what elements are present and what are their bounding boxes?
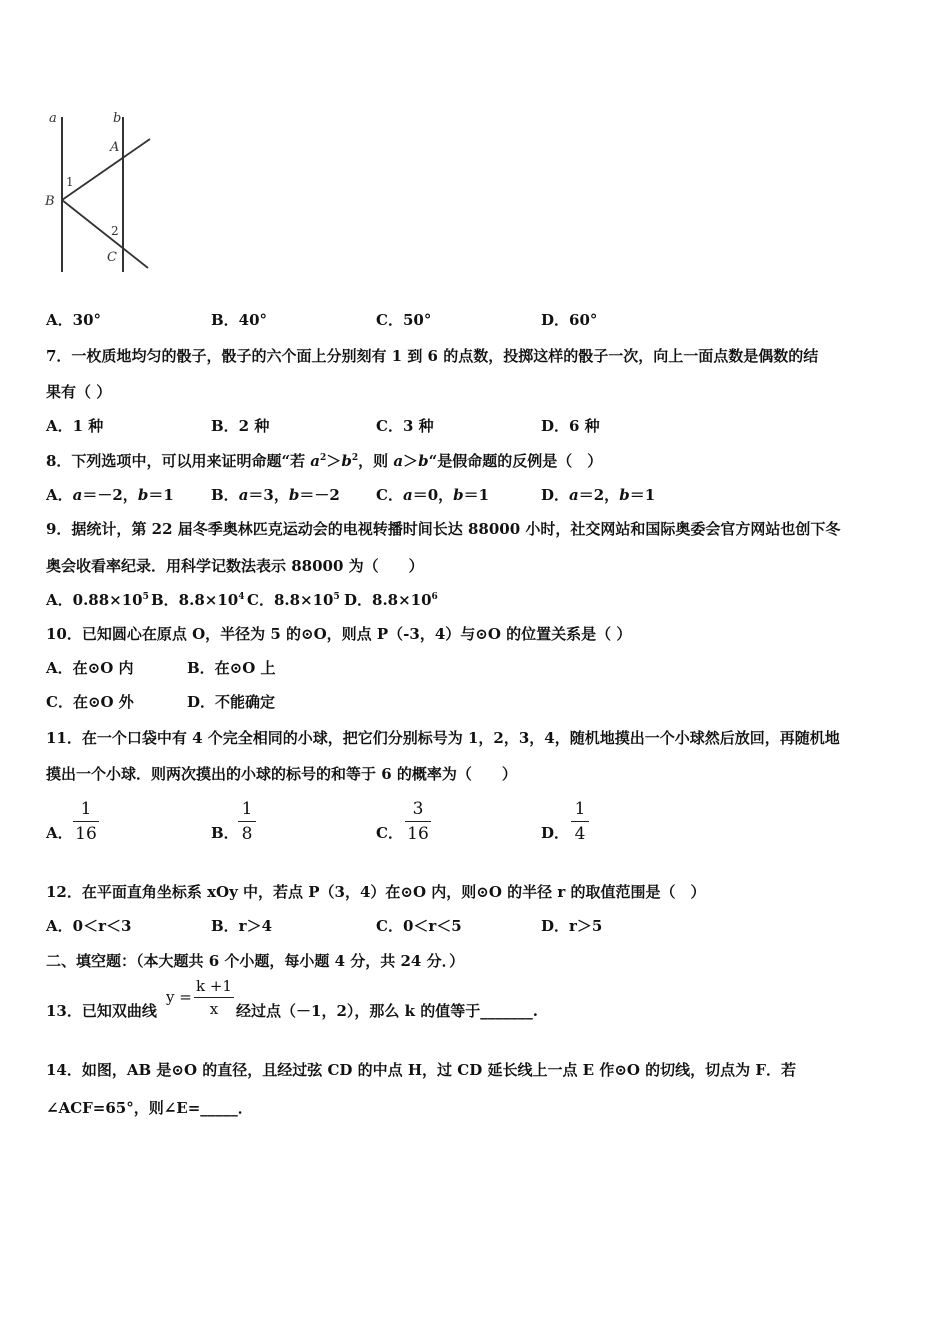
q8-option-value: ＝2，	[578, 486, 620, 504]
label-point-c: C	[107, 250, 117, 265]
q12-option-d: D．r＞5	[541, 917, 603, 935]
q8-prefix: 8．下列选项中，可以用来证明命题“若	[46, 452, 311, 470]
q10-option-b: B．在⊙O 上	[187, 659, 276, 677]
q8-var-b: b	[341, 452, 352, 470]
q8-option-var: b	[288, 486, 300, 504]
q9-option-exp: 5	[333, 592, 340, 602]
q13-fraction	[194, 976, 234, 1019]
label-b: b	[113, 111, 122, 126]
q12-option-b: B．r＞4	[211, 917, 273, 935]
fraction-numerator: k +1	[196, 977, 232, 995]
q11-line2: 摸出一个小球．则两次摸出的小球的标号的和等于 6 的概率为（ ）	[46, 765, 517, 783]
q8-option-var: a	[238, 486, 249, 504]
q11-option-c-label: C．	[376, 824, 403, 842]
q6-option-c: C．50°	[376, 311, 432, 329]
q9-option-base: B．8.8×10	[151, 591, 239, 609]
label-angle-1: 1	[66, 175, 74, 189]
q11-option-b-label: B．	[211, 824, 239, 842]
q10-line1: 10．已知圆心在原点 O，半径为 5 的⊙O，则点 P（-3，4）与⊙O 的位置关系是（ ）	[46, 625, 632, 643]
q8-gt2: ＞	[403, 452, 419, 470]
q10-option-c: C．在⊙O 外	[46, 693, 134, 711]
q11-option-a-label: A．	[46, 824, 73, 842]
q8-suffix: “是假命题的反例是（ ）	[428, 452, 603, 470]
q8-option-value: ＝1	[463, 486, 490, 504]
q12-option-c: C．0＜r＜5	[376, 917, 462, 935]
q8-option-value: ＝－2，	[82, 486, 138, 504]
fraction-numerator: 3	[412, 799, 424, 819]
fraction-denominator: x	[209, 1000, 219, 1018]
q8-option-var: b	[453, 486, 464, 504]
q9-option-exp: 6	[431, 592, 438, 602]
q11-option-a-fraction	[73, 798, 99, 845]
q14-line1: 14．如图，AB 是⊙O 的直径，且经过弦 CD 的中点 H，过 CD 延长线上一点 E 作⊙O 的切线，切点为 F．若	[46, 1061, 797, 1079]
q8-option-label: B．	[211, 486, 239, 504]
q8-option-b	[211, 485, 340, 505]
q8-exp-a: 2	[320, 453, 327, 463]
q8-mid: ，则	[358, 452, 394, 470]
label-angle-2: 2	[111, 224, 119, 238]
q7-line1: 7．一枚质地均匀的骰子，骰子的六个面上分别刻有 1 到 6 的点数，投掷这样的骰子一次，向上一面点数是偶数的结	[46, 347, 819, 365]
fraction-denominator: 4	[574, 824, 586, 844]
q8-option-label: A．	[46, 486, 73, 504]
section-title-fill-in: 二、填空题：（本大题共 6 个小题，每小题 4 分，共 24 分．）	[46, 952, 465, 970]
q7-option-d: D．6 种	[541, 417, 600, 435]
q10-option-d: D．不能确定	[187, 693, 276, 711]
q10-option-a: A．在⊙O 内	[46, 659, 134, 677]
q8-stem	[46, 451, 602, 471]
q8-exp-b: 2	[351, 453, 359, 463]
fraction-denominator: 16	[407, 824, 429, 844]
q9-option-exp: 5	[142, 592, 149, 602]
q9-line1: 9．据统计，第 22 届冬季奥林匹克运动会的电视转播时间长达 88000 小时，社交网站和国际奥委会官方网站也创下冬	[46, 520, 841, 538]
label-point-b: B	[45, 194, 55, 209]
q9-option-d	[344, 590, 438, 610]
q9-option-b	[151, 590, 244, 610]
q8-var-a: a	[310, 452, 321, 470]
q8-option-label: C．	[376, 486, 403, 504]
q8-option-var: a	[72, 486, 83, 504]
q8-option-value: ＝0，	[412, 486, 454, 504]
label-point-a: A	[110, 140, 120, 155]
q13-y-equals: y =	[166, 988, 192, 1006]
q8-option-var: b	[137, 486, 149, 504]
q8-option-label: D．	[541, 486, 570, 504]
q9-option-base: D．8.8×10	[344, 591, 432, 609]
q9-option-base: A．0.88×10	[46, 591, 143, 609]
q13-suffix: 经过点（－1，2），那么 k 的值等于_______.	[236, 1002, 538, 1020]
q11-option-c-fraction	[405, 798, 431, 845]
q8-option-value: ＝1	[148, 486, 174, 504]
q7-option-a: A．1 种	[46, 417, 104, 435]
q8-option-c	[376, 485, 489, 505]
q9-option-c	[247, 590, 340, 610]
q7-option-c: C．3 种	[376, 417, 434, 435]
q11-option-d-fraction	[571, 798, 589, 845]
q8-option-value: ＝3，	[248, 486, 289, 504]
q8-gt: ＞	[326, 452, 342, 470]
q11-option-d-label: D．	[541, 824, 570, 842]
q9-option-a	[46, 590, 149, 610]
q8-option-d	[541, 485, 655, 505]
q8-var-a2: a	[393, 452, 404, 470]
q9-option-base: C．8.8×10	[247, 591, 334, 609]
q7-option-b: B．2 种	[211, 417, 270, 435]
q11-line1: 11．在一个口袋中有 4 个完全相同的小球，把它们分别标号为 1，2，3，4，随机地摸出一个小球然后放回，再随机地	[46, 729, 840, 747]
q8-option-var: a	[569, 486, 579, 504]
q8-var-b2: b	[418, 452, 429, 470]
q9-line2: 奥会收看率纪录．用科学记数法表示 88000 为（ ）	[46, 557, 424, 575]
fraction-numerator: 1	[80, 799, 92, 819]
q8-option-var: a	[402, 486, 413, 504]
segment-bc	[62, 200, 148, 268]
fraction-numerator: 1	[574, 799, 586, 819]
q13-prefix: 13．已知双曲线	[46, 1002, 157, 1020]
q6-option-a: A．30°	[46, 311, 102, 329]
fraction-denominator: 8	[241, 824, 253, 844]
fraction-numerator: 1	[241, 799, 253, 819]
q8-option-var: b	[619, 486, 630, 504]
q12-option-a: A．0＜r＜3	[46, 917, 132, 935]
label-a: a	[49, 111, 57, 126]
q7-line2: 果有（ ）	[46, 383, 112, 401]
parallel-lines-figure	[40, 105, 160, 290]
q9-option-exp: 4	[238, 592, 245, 602]
fraction-denominator: 16	[75, 824, 97, 844]
q6-option-d: D．60°	[541, 311, 598, 329]
q8-option-value: ＝1	[629, 486, 656, 504]
segment-ba	[62, 139, 150, 200]
q14-line2: ∠ACF=65°，则∠E=_____．	[46, 1099, 253, 1117]
q11-option-b-fraction	[238, 798, 256, 845]
q12-line1: 12．在平面直角坐标系 xOy 中，若点 P（3，4）在⊙O 内，则⊙O 的半径 r 的取值范围是（ ）	[46, 883, 706, 901]
q6-option-b: B．40°	[211, 311, 268, 329]
q8-option-value: ＝－2	[299, 486, 340, 504]
q8-option-a	[46, 485, 174, 505]
